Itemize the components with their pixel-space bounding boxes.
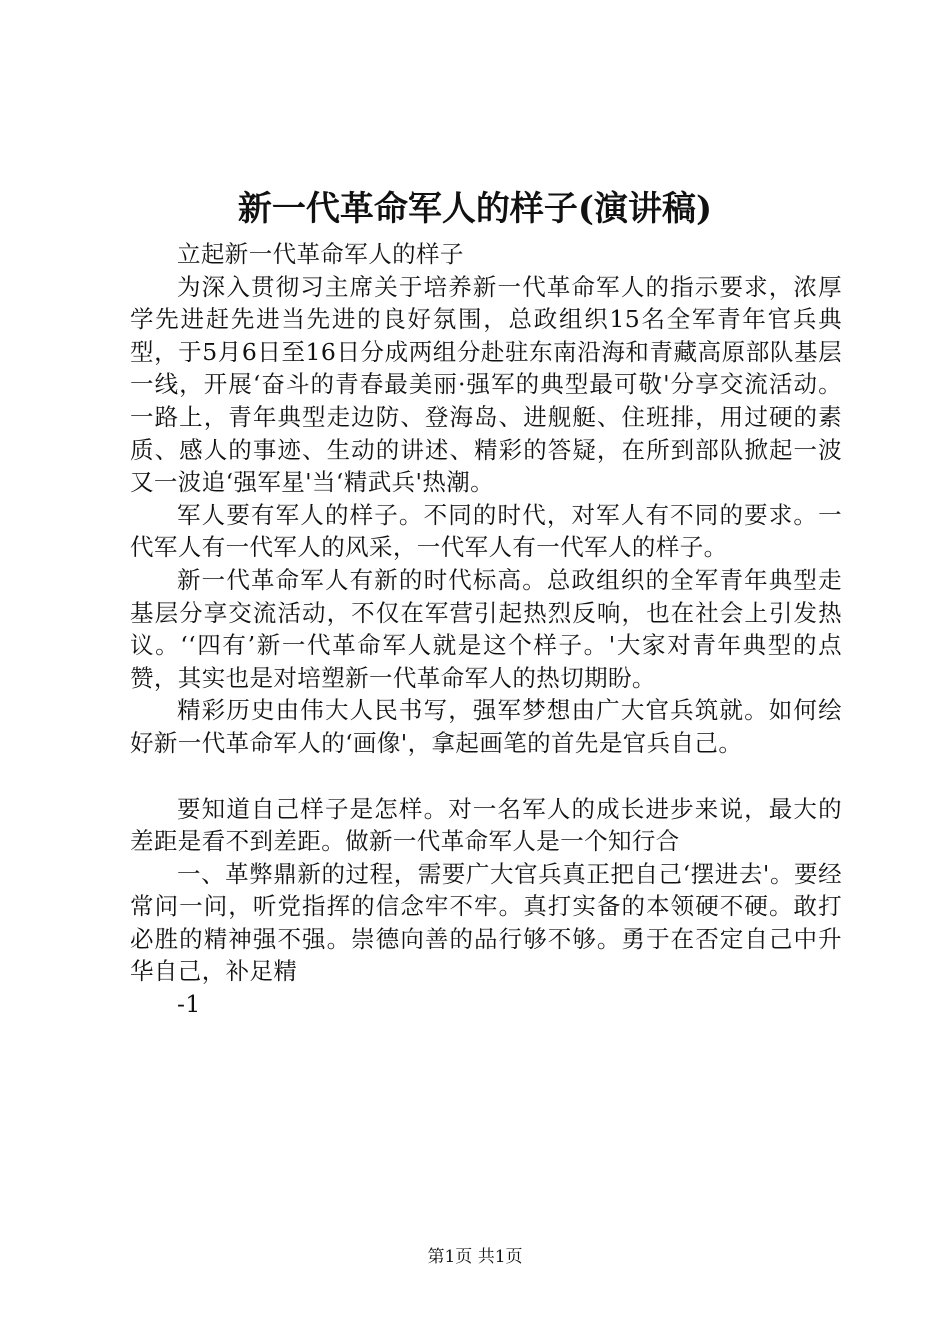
page-footer: 第1页 共1页 xyxy=(427,1247,523,1267)
paragraph-spacer xyxy=(130,760,842,793)
document-body xyxy=(130,238,842,1021)
paragraph: 要知道自己样子是怎样。对一名军人的成长进步来说，最大的差距是看不到差距。做新一代革命军人是一个知行合 xyxy=(130,794,842,856)
paragraph-subtitle: 立起新一代革命军人的样子 xyxy=(177,240,464,268)
paragraph: 新一代革命军人有新的时代标高。总政组织的全军青年典型走基层分享交流活动，不仅在军营引起热烈反响，也在社会上引发热议。‘‘四有’新一代革命军人就是这个样子。'大家对青年典型的点赞，其实也是对培塑新一代革命军人的热切期盼。 xyxy=(130,565,842,692)
paragraph: 为深入贯彻习主席关于培养新一代革命军人的指示要求，浓厚学先进赶先进当先进的良好氛围，总政组织15名全军青年官兵典型，于5月6日至16日分成两组分赴驻东南沿海和青藏高原部队基层一线，开展‘奋斗的青春最美丽·强军的典型最可敬'分享交流活动。一路上，青年典型走边防、登海岛、进舰艇、住班排，用过硬的素质、感人的事迹、生动的讲述、精彩的答疑，在所到部队掀起一波又一波追‘强军星'当‘精武兵'热潮。 xyxy=(130,272,842,497)
paragraph: 一、革弊鼎新的过程，需要广大官兵真正把自己‘摆进去'。要经常问一问，听党指挥的信念牢不牢。真打实备的本领硬不硬。敢打必胜的精神强不强。崇德向善的品行够不够。勇于在否定自己中升华自己，补足精 xyxy=(130,859,842,986)
paragraph: 精彩历史由伟大人民书写，强军梦想由广大官兵筑就。如何绘好新一代革命军人的‘画像'，拿起画笔的首先是官兵自己。 xyxy=(130,696,842,757)
paragraph: 军人要有军人的样子。不同的时代，对军人有不同的要求。一代军人有一代军人的风采，一代军人有一代军人的样子。 xyxy=(130,500,842,562)
document-title: 新一代革命军人的样子(演讲稿) xyxy=(237,189,713,229)
page-marker: -1 xyxy=(177,990,201,1019)
